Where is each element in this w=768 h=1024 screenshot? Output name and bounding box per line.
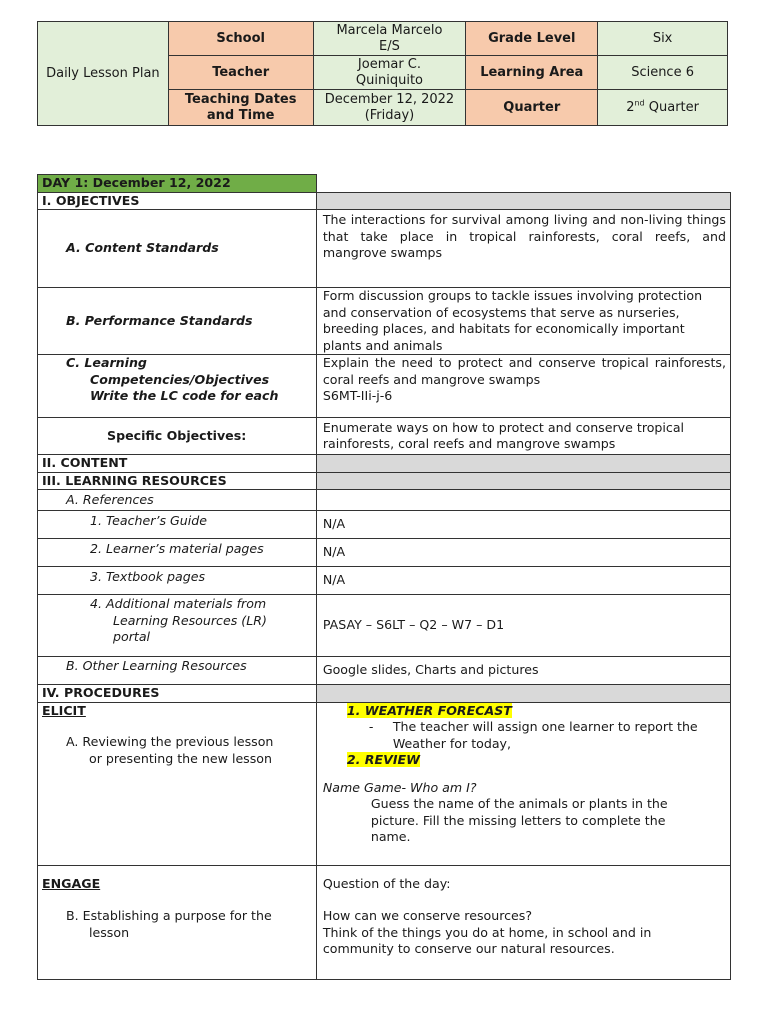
references-label: A. References (38, 490, 317, 511)
teachers-guide-label: 1. Teacher’s Guide (38, 511, 317, 539)
engage-cell (38, 865, 317, 979)
elicit-cell (38, 702, 317, 865)
learners-material-label: 2. Learner’s material pages (38, 539, 317, 567)
teachers-guide-value: N/A (316, 511, 730, 539)
engage-heading: ENGAGE (42, 875, 101, 891)
engage-b: B. Establishing a purpose for the lesson (66, 908, 272, 940)
elicit-a: A. Reviewing the previous lesson or presenting the new lesson (66, 734, 274, 766)
elicit-activities (316, 702, 730, 865)
additional-materials-label: 4. Additional materials from Learning Resources (LR) portal (38, 595, 317, 657)
content-heading: II. CONTENT (38, 455, 317, 473)
review-title: 2. REVIEW (346, 752, 421, 767)
weather-forecast-bullet: - The teacher will assign one learner to report the Weather for today, (368, 719, 698, 751)
content-standards-text: The interactions for survival among living and non-living things that take place in tropical rainforests, coral reefs, and mangrove swamps (316, 210, 730, 288)
school-label: School (168, 22, 313, 56)
learning-resources-heading: III. LEARNING RESOURCES (38, 472, 317, 490)
name-game-title: Name Game- Who am I? (322, 779, 477, 795)
dates-value: December 12, 2022 (Friday) (313, 90, 466, 126)
question-of-the-day: Question of the day: (322, 875, 451, 891)
other-resources-value: Google slides, Charts and pictures (316, 657, 730, 685)
quarter-label: Quarter (466, 90, 598, 126)
day-heading: DAY 1: December 12, 2022 (38, 175, 317, 193)
textbook-pages-value: N/A (316, 567, 730, 595)
additional-materials-value: PASAY – S6LT – Q2 – W7 – D1 (316, 595, 730, 657)
elicit-heading: ELICIT (42, 702, 86, 718)
other-resources-label: B. Other Learning Resources (38, 657, 317, 685)
area-label: Learning Area (466, 56, 598, 90)
header-title: Daily Lesson Plan (38, 22, 169, 126)
area-value: Science 6 (598, 56, 728, 90)
grade-value: Six (598, 22, 728, 56)
performance-standards-text: Form discussion groups to tackle issues involving protection and conservation of ecosystems that serve as nurseries, breeding places, and habitats for economically important plants and animals (316, 288, 730, 355)
specific-objectives-label: Specific Objectives: (38, 418, 317, 455)
textbook-pages-label: 3. Textbook pages (38, 567, 317, 595)
weather-forecast-title: 1. WEATHER FORECAST (346, 702, 512, 718)
specific-objectives-text: Enumerate ways on how to protect and conserve tropical rainforests, coral reefs and mangrove swamps (316, 418, 730, 455)
quarter-value: 2nd Quarter (598, 90, 728, 126)
grade-label: Grade Level (466, 22, 598, 56)
school-value: Marcela Marcelo E/S (313, 22, 466, 56)
lesson-table (37, 174, 731, 980)
performance-standards-label: B. Performance Standards (38, 288, 317, 355)
engage-activities (316, 865, 730, 979)
dates-label: Teaching Dates and Time (168, 90, 313, 126)
learners-material-value: N/A (316, 539, 730, 567)
teacher-label: Teacher (168, 56, 313, 90)
header-table (37, 21, 728, 126)
question-text: How can we conserve resources? (322, 908, 533, 923)
name-game-instructions: Guess the name of the animals or plants in the picture. Fill the missing letters to complete the name. (370, 796, 668, 844)
objectives-heading: I. OBJECTIVES (38, 192, 317, 210)
content-standards-label: A. Content Standards (38, 210, 317, 288)
think-text: Think of the things you do at home, in school and in community to conserve our natural resources. (322, 924, 652, 956)
teacher-value: Joemar C. Quiniquito (313, 56, 466, 90)
learning-competencies-text: Explain the need to protect and conserve tropical rainforests, coral reefs and mangrove swamps S6MT-IIi-j-6 (316, 355, 730, 418)
learning-competencies-label: C. Learning Competencies/Objectives Write the LC code for each (38, 355, 317, 418)
procedures-heading: IV. PROCEDURES (38, 685, 317, 703)
